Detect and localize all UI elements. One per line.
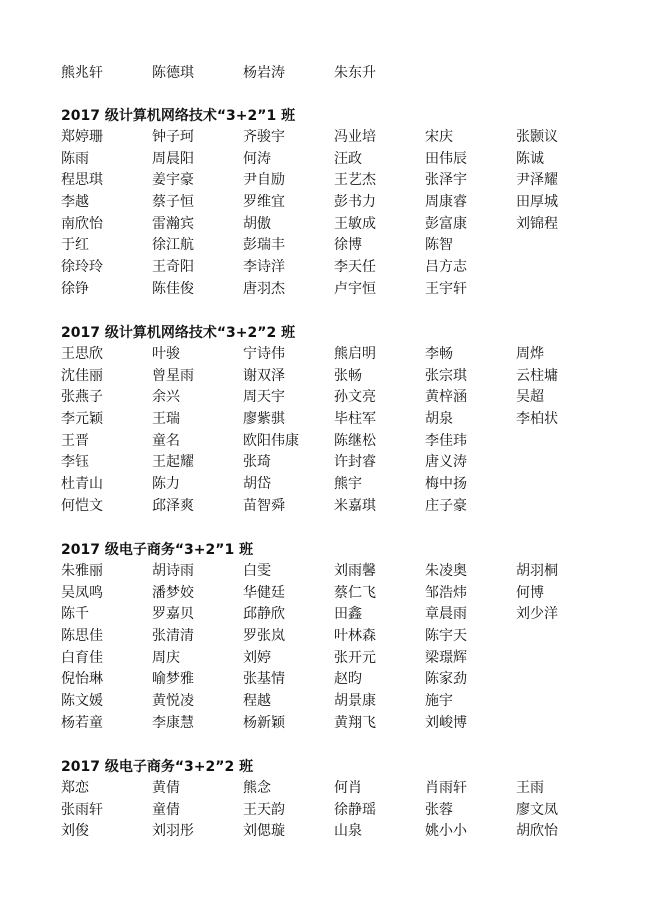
student-name: 陈智 bbox=[425, 237, 453, 254]
name-row bbox=[61, 713, 621, 735]
student-name: 叶骏 bbox=[152, 346, 180, 362]
student-name: 倪怡琳 bbox=[61, 671, 103, 688]
student-name: 姚小小 bbox=[425, 823, 467, 840]
student-name: 张开元 bbox=[334, 649, 376, 666]
student-name: 梅中扬 bbox=[425, 476, 467, 493]
student-name: 杨若童 bbox=[61, 714, 103, 731]
name-row bbox=[61, 778, 621, 800]
name-row bbox=[61, 63, 621, 85]
name-row bbox=[61, 344, 621, 366]
student-name: 陈文媛 bbox=[61, 693, 103, 710]
student-name: 朱东升 bbox=[334, 65, 376, 81]
name-row bbox=[61, 409, 621, 431]
student-name: 白育佳 bbox=[61, 649, 103, 666]
student-name: 王晋 bbox=[61, 432, 89, 449]
top-name-list bbox=[61, 63, 621, 85]
name-row bbox=[61, 452, 621, 474]
student-name: 郑恋 bbox=[61, 780, 89, 796]
student-name: 喻梦雅 bbox=[152, 671, 194, 688]
name-row bbox=[61, 192, 621, 214]
student-name: 胡羽桐 bbox=[516, 563, 558, 579]
student-name: 郑婷珊 bbox=[61, 129, 103, 145]
name-row bbox=[61, 127, 621, 149]
student-name: 苗智舜 bbox=[243, 497, 285, 514]
student-name: 何恺文 bbox=[61, 497, 103, 514]
student-name: 彭书力 bbox=[334, 194, 376, 211]
name-row bbox=[61, 366, 621, 388]
student-name: 张畅 bbox=[334, 367, 362, 384]
student-name: 李康慧 bbox=[152, 714, 194, 731]
student-name: 李佳玮 bbox=[425, 432, 467, 449]
student-name: 吴超 bbox=[516, 389, 544, 406]
student-name: 程思琪 bbox=[61, 172, 103, 189]
student-name: 黄倩 bbox=[152, 780, 180, 796]
student-name: 胡欣怡 bbox=[516, 823, 558, 840]
student-name: 白雯 bbox=[243, 563, 271, 579]
student-name: 周烨 bbox=[516, 346, 544, 362]
student-name: 杜青山 bbox=[61, 476, 103, 493]
student-name: 刘俊 bbox=[61, 823, 89, 840]
student-name: 王起耀 bbox=[152, 454, 194, 471]
student-name: 李越 bbox=[61, 194, 89, 211]
student-name: 李天任 bbox=[334, 259, 376, 276]
student-name: 童倩 bbox=[152, 801, 180, 818]
name-row bbox=[61, 387, 621, 409]
student-name: 冯业培 bbox=[334, 129, 376, 145]
class-section-network-1 bbox=[61, 105, 621, 301]
student-name: 陈千 bbox=[61, 606, 89, 623]
student-name: 何肖 bbox=[334, 780, 362, 796]
class-section-ecommerce-2 bbox=[61, 756, 621, 843]
name-row bbox=[61, 669, 621, 691]
student-name: 刘偲璇 bbox=[243, 823, 285, 840]
student-name: 陈诚 bbox=[516, 150, 544, 167]
name-row bbox=[61, 149, 621, 171]
student-name: 唐义涛 bbox=[425, 454, 467, 471]
student-name: 徐铮 bbox=[61, 280, 89, 297]
student-name: 熊宇 bbox=[334, 476, 362, 493]
student-name: 陈德琪 bbox=[152, 65, 194, 81]
student-name: 熊兆轩 bbox=[61, 65, 103, 81]
student-name: 田伟辰 bbox=[425, 150, 467, 167]
student-name: 李诗洋 bbox=[243, 259, 285, 276]
student-name: 蔡仁飞 bbox=[334, 584, 376, 601]
student-name: 徐江航 bbox=[152, 237, 194, 254]
student-name: 吕方志 bbox=[425, 259, 467, 276]
student-name: 周天宇 bbox=[243, 389, 285, 406]
student-name: 华健廷 bbox=[243, 584, 285, 601]
student-name: 潘梦姣 bbox=[152, 584, 194, 601]
student-name: 徐博 bbox=[334, 237, 362, 254]
student-name: 何博 bbox=[516, 584, 544, 601]
student-name: 熊启明 bbox=[334, 346, 376, 362]
student-name: 云柱墉 bbox=[516, 367, 558, 384]
student-name: 宁诗伟 bbox=[243, 346, 285, 362]
student-name: 陈思佳 bbox=[61, 628, 103, 645]
name-row bbox=[61, 800, 621, 822]
student-name: 许封睿 bbox=[334, 454, 376, 471]
student-name: 童名 bbox=[152, 432, 180, 449]
student-name: 毕柱军 bbox=[334, 411, 376, 428]
student-name: 熊念 bbox=[243, 780, 271, 796]
student-name: 施宇 bbox=[425, 693, 453, 710]
student-name: 王瑞 bbox=[152, 411, 180, 428]
name-row bbox=[61, 496, 621, 518]
student-name: 罗张岚 bbox=[243, 628, 285, 645]
student-name: 余兴 bbox=[152, 389, 180, 406]
student-name: 张燕子 bbox=[61, 389, 103, 406]
name-row bbox=[61, 583, 621, 605]
student-name: 章晨雨 bbox=[425, 606, 467, 623]
student-name: 庄子豪 bbox=[425, 497, 467, 514]
student-name: 吴凤鸣 bbox=[61, 584, 103, 601]
student-name: 王奇阳 bbox=[152, 259, 194, 276]
student-name: 梁璟辉 bbox=[425, 649, 467, 666]
student-name: 彭瑞丰 bbox=[243, 237, 285, 254]
student-name: 李畅 bbox=[425, 346, 453, 362]
student-name: 陈雨 bbox=[61, 150, 89, 167]
student-name: 雷瀚宾 bbox=[152, 215, 194, 232]
student-name: 叶林森 bbox=[334, 628, 376, 645]
student-name: 刘少洋 bbox=[516, 606, 558, 623]
student-name: 张颢议 bbox=[516, 129, 558, 145]
student-name: 钟子珂 bbox=[152, 129, 194, 145]
student-name: 邹浩炜 bbox=[425, 584, 467, 601]
student-name: 李钰 bbox=[61, 454, 89, 471]
name-row bbox=[61, 691, 621, 713]
student-name: 王雨 bbox=[516, 780, 544, 796]
student-name: 邱泽爽 bbox=[152, 497, 194, 514]
name-row bbox=[61, 257, 621, 279]
student-name: 谢双泽 bbox=[243, 367, 285, 384]
student-name: 田鑫 bbox=[334, 606, 362, 623]
student-name: 彭富康 bbox=[425, 215, 467, 232]
student-name: 王敏成 bbox=[334, 215, 376, 232]
student-name: 刘羽彤 bbox=[152, 823, 194, 840]
student-name: 周晨阳 bbox=[152, 150, 194, 167]
name-row bbox=[61, 235, 621, 257]
student-name: 米嘉琪 bbox=[334, 497, 376, 514]
name-row bbox=[61, 474, 621, 496]
student-name: 周庆 bbox=[152, 649, 180, 666]
student-name: 蔡子恒 bbox=[152, 194, 194, 211]
student-name: 陈继松 bbox=[334, 432, 376, 449]
student-name: 胡岱 bbox=[243, 476, 271, 493]
student-name: 邱静欣 bbox=[243, 606, 285, 623]
student-name: 黄梓涵 bbox=[425, 389, 467, 406]
student-name: 宋庆 bbox=[425, 129, 453, 145]
student-name: 田厚城 bbox=[516, 194, 558, 211]
student-name: 尹泽耀 bbox=[516, 172, 558, 189]
student-name: 杨新颖 bbox=[243, 714, 285, 731]
student-name: 王天韵 bbox=[243, 801, 285, 818]
student-name: 唐羽杰 bbox=[243, 280, 285, 297]
student-name: 赵昀 bbox=[334, 671, 362, 688]
section-title: 2017 级电子商务“3+2”1 班 bbox=[61, 542, 254, 558]
student-name: 罗嘉贝 bbox=[152, 606, 194, 623]
student-name: 廖紫骐 bbox=[243, 411, 285, 428]
name-row bbox=[61, 214, 621, 236]
section-title: 2017 级电子商务“3+2”2 班 bbox=[61, 759, 254, 775]
student-name: 陈佳俊 bbox=[152, 280, 194, 297]
student-name: 李柏状 bbox=[516, 411, 558, 428]
student-name: 刘峻博 bbox=[425, 714, 467, 731]
student-name: 于红 bbox=[61, 237, 89, 254]
student-name: 朱雅丽 bbox=[61, 563, 103, 579]
student-name: 王宇轩 bbox=[425, 280, 467, 297]
student-name: 何涛 bbox=[243, 150, 271, 167]
student-name: 刘婷 bbox=[243, 649, 271, 666]
name-row bbox=[61, 604, 621, 626]
student-name: 沈佳丽 bbox=[61, 367, 103, 384]
student-name: 陈力 bbox=[152, 476, 180, 493]
student-name: 朱凌奥 bbox=[425, 563, 467, 579]
student-name: 卢宇恒 bbox=[334, 280, 376, 297]
student-name: 胡景康 bbox=[334, 693, 376, 710]
student-name: 张琦 bbox=[243, 454, 271, 471]
student-name: 王思欣 bbox=[61, 346, 103, 362]
student-name: 齐骏宇 bbox=[243, 129, 285, 145]
name-row bbox=[61, 648, 621, 670]
student-name: 王艺杰 bbox=[334, 172, 376, 189]
student-name: 曾星雨 bbox=[152, 367, 194, 384]
student-name: 胡诗雨 bbox=[152, 563, 194, 579]
student-name: 徐静瑶 bbox=[334, 801, 376, 818]
student-name: 山泉 bbox=[334, 823, 362, 840]
student-name: 罗维宜 bbox=[243, 194, 285, 211]
student-name: 张宗琪 bbox=[425, 367, 467, 384]
student-name: 杨岩涛 bbox=[243, 65, 285, 81]
name-row bbox=[61, 626, 621, 648]
student-name: 陈宇天 bbox=[425, 628, 467, 645]
student-name: 刘锦程 bbox=[516, 215, 558, 232]
student-name: 胡傲 bbox=[243, 215, 271, 232]
student-name: 程越 bbox=[243, 693, 271, 710]
name-row bbox=[61, 170, 621, 192]
student-name: 李元颖 bbox=[61, 411, 103, 428]
section-title: 2017 级计算机网络技术“3+2”2 班 bbox=[61, 325, 296, 341]
student-name: 廖文凤 bbox=[516, 801, 558, 818]
student-name: 汪政 bbox=[334, 150, 362, 167]
student-name: 肖雨轩 bbox=[425, 780, 467, 796]
name-row bbox=[61, 431, 621, 453]
student-name: 黄翔飞 bbox=[334, 714, 376, 731]
class-section-network-2 bbox=[61, 322, 621, 518]
student-name: 姜宇豪 bbox=[152, 172, 194, 189]
section-title: 2017 级计算机网络技术“3+2”1 班 bbox=[61, 108, 296, 124]
student-name: 欧阳伟康 bbox=[243, 432, 299, 449]
student-name: 周康睿 bbox=[425, 194, 467, 211]
student-name: 孙文亮 bbox=[334, 389, 376, 406]
student-name: 张基情 bbox=[243, 671, 285, 688]
student-name: 胡泉 bbox=[425, 411, 453, 428]
name-row bbox=[61, 821, 621, 843]
name-row bbox=[61, 279, 621, 301]
name-row bbox=[61, 561, 621, 583]
student-name: 张雨轩 bbox=[61, 801, 103, 818]
student-name: 刘雨馨 bbox=[334, 563, 376, 579]
student-name: 尹自励 bbox=[243, 172, 285, 189]
student-name: 张蓉 bbox=[425, 801, 453, 818]
student-name: 徐玲玲 bbox=[61, 259, 103, 276]
student-name: 黄悦凌 bbox=[152, 693, 194, 710]
student-name: 陈家劲 bbox=[425, 671, 467, 688]
student-name: 南欣怡 bbox=[61, 215, 103, 232]
student-name: 张清清 bbox=[152, 628, 194, 645]
student-name: 张泽宇 bbox=[425, 172, 467, 189]
class-section-ecommerce-1 bbox=[61, 539, 621, 735]
